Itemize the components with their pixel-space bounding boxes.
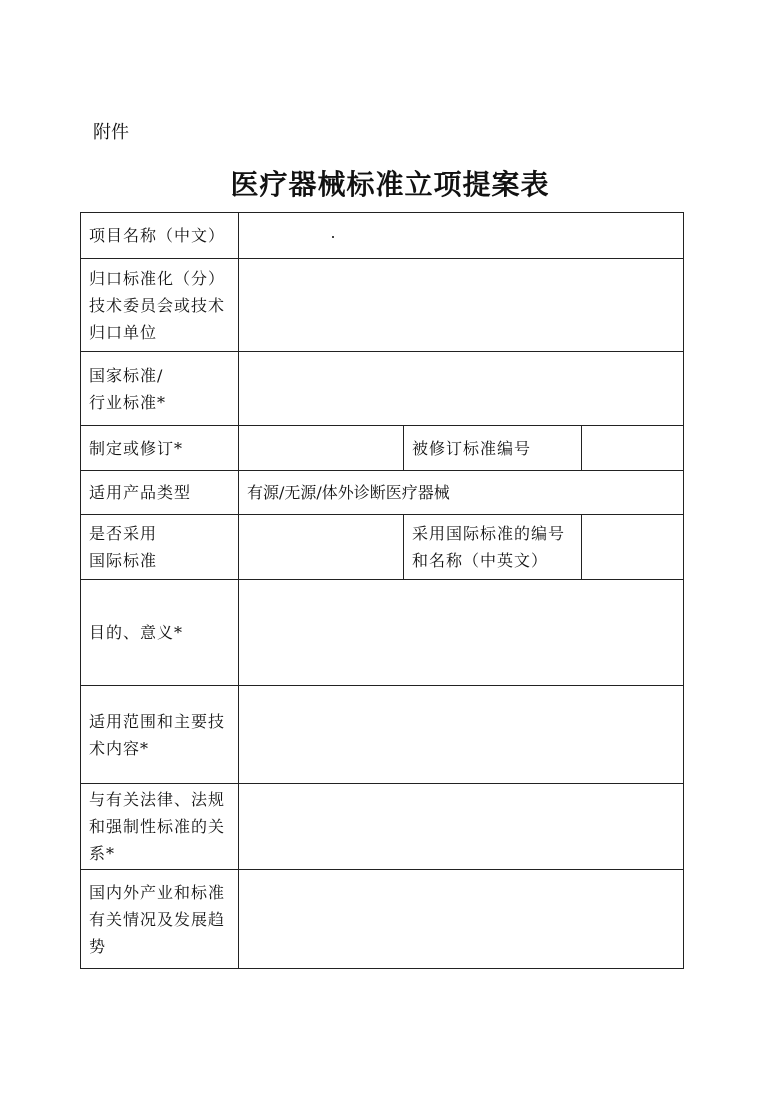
attachment-label: 附件 [93, 122, 129, 143]
adopt-international-field[interactable] [239, 515, 404, 580]
row-revision [81, 426, 684, 471]
row-trends [81, 870, 684, 969]
scope-label: 适用范围和主要技术内容* [81, 686, 239, 784]
committee-label: 归口标准化（分）技术委员会或技术归口单位 [81, 259, 239, 352]
relation-field[interactable] [239, 784, 684, 870]
revised-standard-number-label: 被修订标准编号 [404, 426, 582, 471]
revision-field[interactable] [239, 426, 404, 471]
product-type-field[interactable]: 有源/无源/体外诊断医疗器械 [239, 471, 684, 515]
standard-level-label: 国家标准/ 行业标准* [81, 352, 239, 426]
page-title: 医疗器械标准立项提案表 [230, 168, 550, 201]
row-standard-level [81, 352, 684, 426]
proposal-form-table [80, 212, 684, 969]
international-standard-field[interactable] [582, 515, 684, 580]
row-project-name [81, 213, 684, 259]
trends-field[interactable] [239, 870, 684, 969]
relation-label: 与有关法律、法规和强制性标准的关系* [81, 784, 239, 870]
scope-field[interactable] [239, 686, 684, 784]
revised-standard-number-field[interactable] [582, 426, 684, 471]
row-committee [81, 259, 684, 352]
project-name-label: 项目名称（中文） [81, 213, 239, 259]
row-relation [81, 784, 684, 870]
row-purpose [81, 580, 684, 686]
product-type-label: 适用产品类型 [81, 471, 239, 515]
purpose-label: 目的、意义* [81, 580, 239, 686]
stray-dot [332, 236, 334, 238]
adopt-international-label: 是否采用 国际标准 [81, 515, 239, 580]
row-scope [81, 686, 684, 784]
committee-field[interactable] [239, 259, 684, 352]
international-standard-label: 采用国际标准的编号和名称（中英文） [404, 515, 582, 580]
row-product-type [81, 471, 684, 515]
row-adopt-international [81, 515, 684, 580]
purpose-field[interactable] [239, 580, 684, 686]
trends-label: 国内外产业和标准有关情况及发展趋势 [81, 870, 239, 969]
standard-level-field[interactable] [239, 352, 684, 426]
revision-label: 制定或修订* [81, 426, 239, 471]
project-name-field[interactable] [239, 213, 684, 259]
